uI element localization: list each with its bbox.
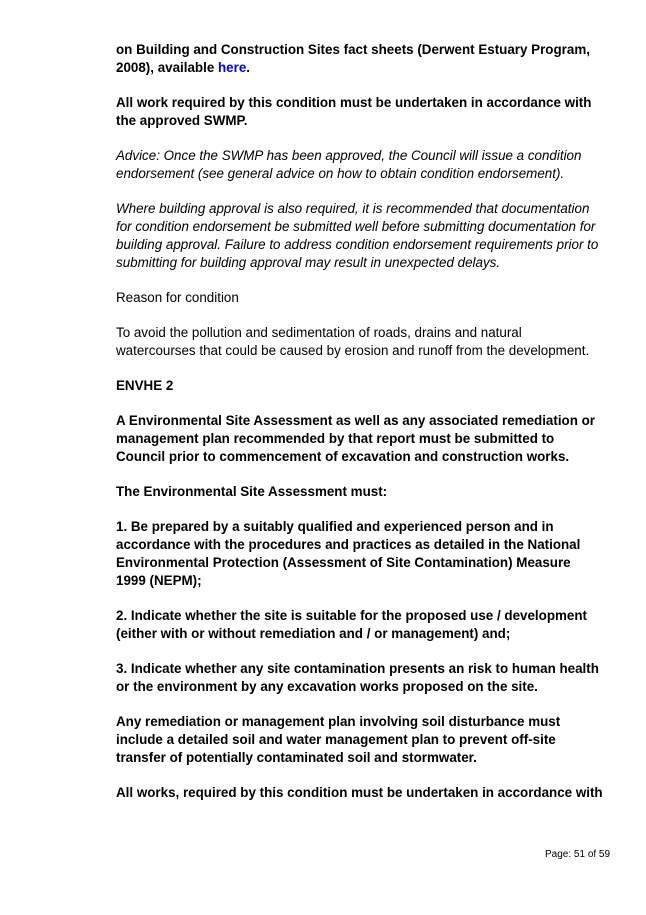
list-item-2: 2. Indicate whether the site is suitable for the proposed use / development (either with or without remediation and / or management) and;: [116, 608, 588, 641]
paragraph-fact-sheets-end: .: [246, 60, 251, 75]
reason-heading: Reason for condition: [116, 290, 239, 305]
page-number: Page: 51 of 59: [545, 849, 611, 860]
paragraph-assessment-must: The Environmental Site Assessment must:: [116, 484, 388, 499]
paragraph-swmp-requirement: All work required by this condition must be undertaken in accordance with the approved SWMP.: [116, 95, 592, 128]
condition-code-heading: ENVHE 2: [116, 378, 174, 393]
paragraph-site-assessment: A Environmental Site Assessment as well as any associated remediation or management plan recommended by that report must be submitted to Council prior to commencement of excavation and construction works.: [116, 413, 596, 464]
here-link[interactable]: here: [218, 60, 247, 75]
paragraph-reason: To avoid the pollution and sedimentation of roads, drains and natural watercourses that could be caused by erosion and runoff from the development.: [116, 325, 590, 358]
paragraph-building-approval: Where building approval is also required, it is recommended that documentation for condition endorsement be submitted well before submitting documentation for building approval. Failure to address condition endorsement requirements prior to submitting for building approval may result in unexpected delays.: [116, 201, 599, 270]
paragraph-all-works: All works, required by this condition must be undertaken in accordance with: [116, 785, 603, 800]
paragraph-remediation-plan: Any remediation or management plan involving soil disturbance must include a detailed soil and water management plan to prevent off-site transfer of potentially contaminated soil and stormwater.: [116, 714, 561, 765]
paragraph-advice: Advice: Once the SWMP has been approved, the Council will issue a condition endorsement (see general advice on how to obtain condition endorsement).: [116, 148, 582, 181]
paragraph-fact-sheets: [116, 41, 604, 77]
document-body: [116, 41, 604, 819]
list-item-1: 1. Be prepared by a suitably qualified and experienced person and in accordance with the procedures and practices as detailed in the National Environmental Protection (Assessment of Site Contamination) Measure 1999 (NEPM);: [116, 519, 581, 588]
list-item-3: 3. Indicate whether any site contamination presents an risk to human health or the environment by any excavation works proposed on the site.: [116, 661, 599, 694]
paragraph-fact-sheets-text: on Building and Construction Sites fact sheets (Derwent Estuary Program, 2008), available: [116, 42, 590, 75]
